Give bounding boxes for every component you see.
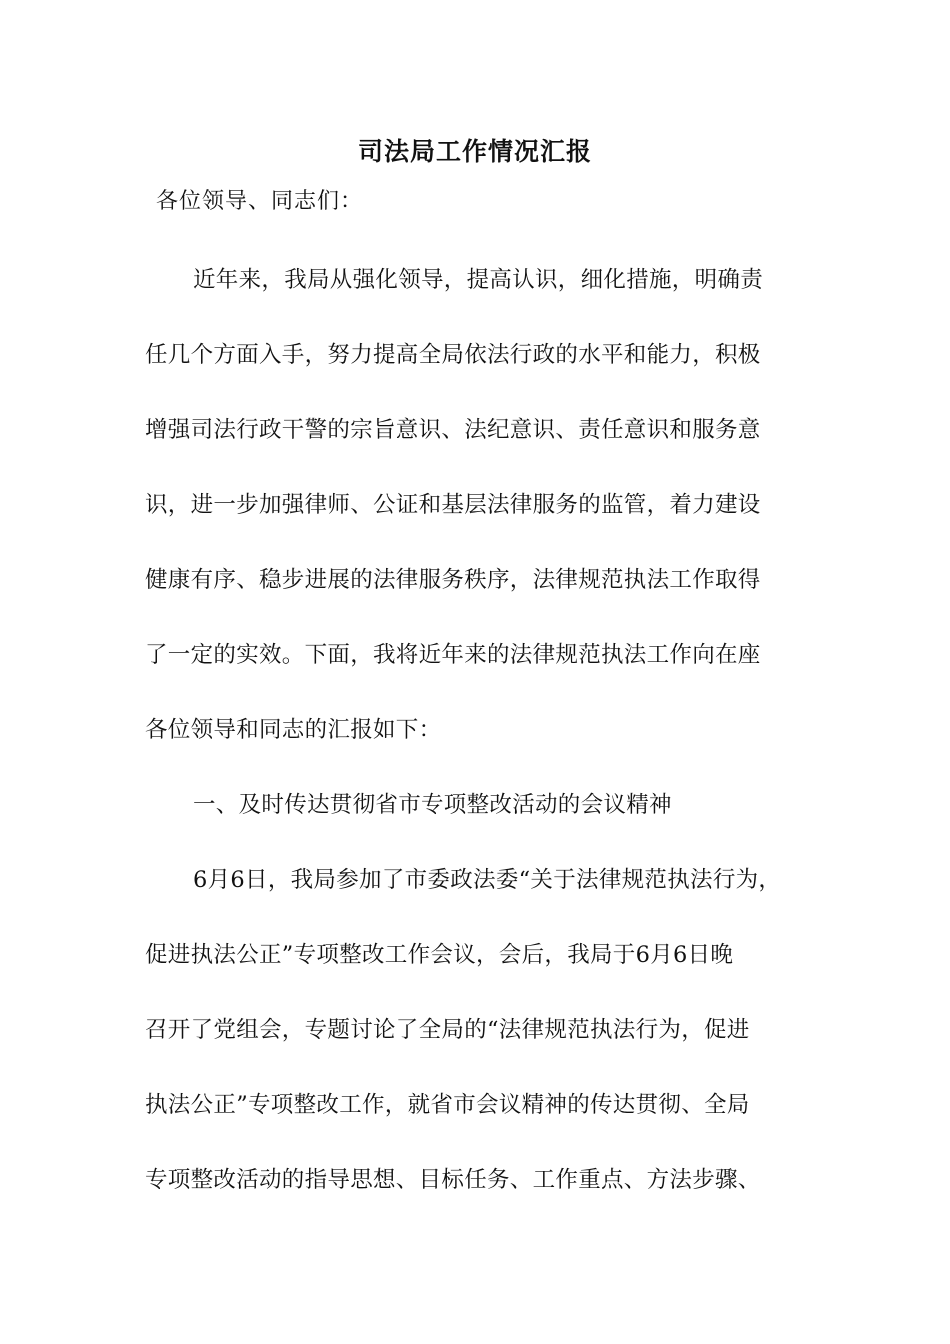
paragraph-line: 专项整改活动的指导思想、目标任务、工作重点、方法步骤、 (145, 1167, 761, 1193)
section-heading: 一、及时传达贯彻省市专项整改活动的会议精神 (193, 792, 672, 818)
paragraph-line: 增强司法行政干警的宗旨意识、法纪意识、责任意识和服务意 (145, 417, 761, 443)
paragraph-line: 各位领导和同志的汇报如下： (145, 717, 442, 743)
paragraph-line: 6月6日，我局参加了市委政法委“关于法律规范执法行为， (193, 867, 782, 893)
paragraph-line: 任几个方面入手，努力提高全局依法行政的水平和能力，积极 (145, 342, 761, 368)
paragraph-line: 健康有序、稳步进展的法律服务秩序，法律规范执法工作取得 (145, 567, 761, 593)
document-title: 司法局工作情况汇报 (357, 137, 592, 166)
paragraph-line: 执法公正”专项整改工作，就省市会议精神的传达贯彻、全局 (145, 1092, 750, 1118)
paragraph-line: 识，进一步加强律师、公证和基层法律服务的监管，着力建设 (145, 492, 761, 518)
paragraph-line: 召开了党组会，专题讨论了全局的“法律规范执法行为，促进 (145, 1017, 750, 1043)
paragraph-line: 了一定的实效。下面，我将近年来的法律规范执法工作向在座 (145, 642, 761, 668)
paragraph-line: 促进执法公正”专项整改工作会议，会后，我局于6月6日晚 (145, 942, 734, 968)
paragraph-line: 近年来，我局从强化领导，提高认识，细化措施，明确责 (193, 267, 764, 293)
salutation: 各位领导、同志们： (156, 189, 364, 214)
